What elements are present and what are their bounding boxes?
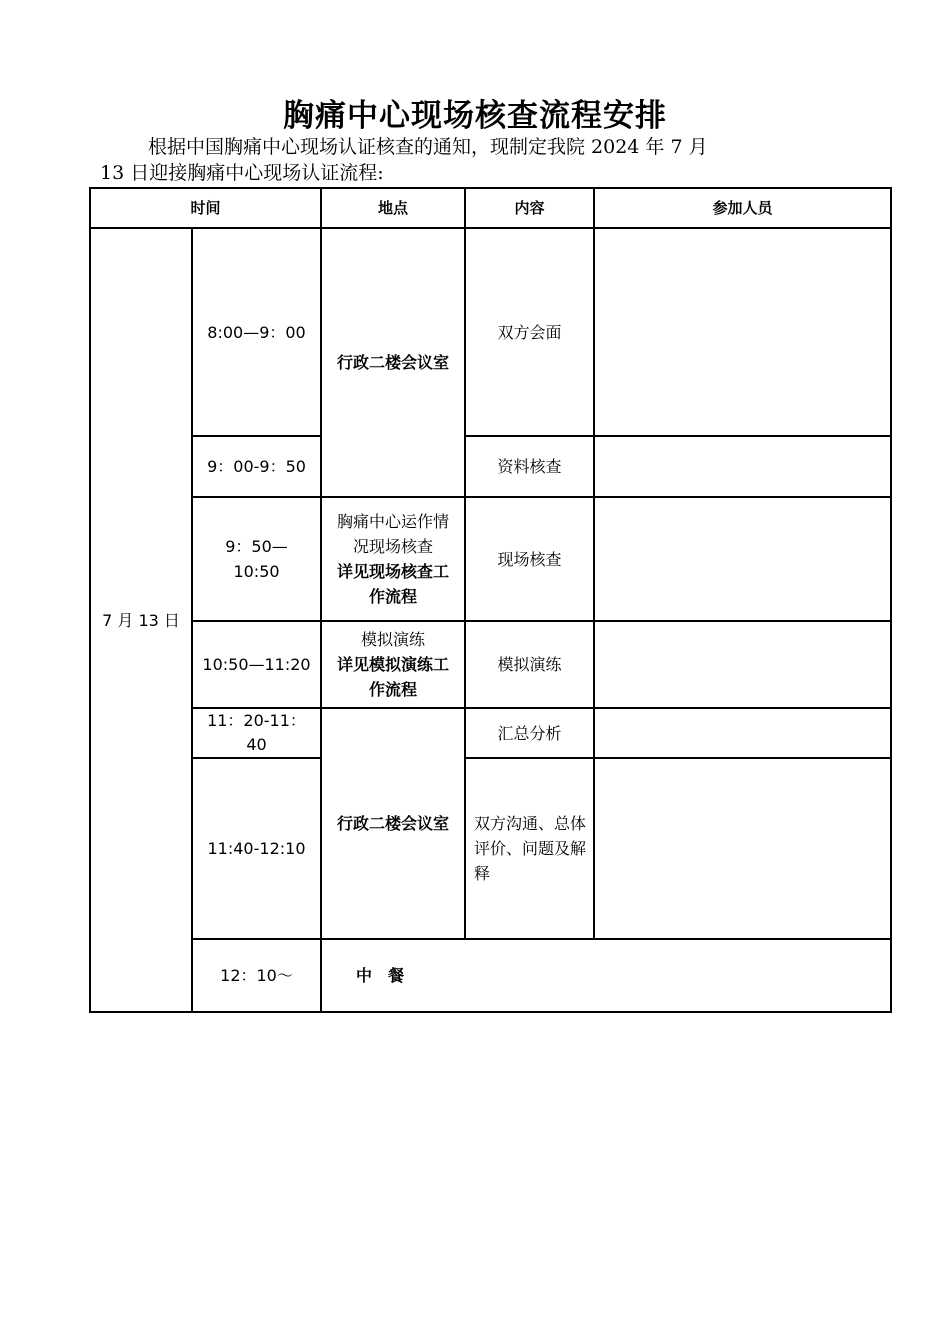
header-content: 内容 bbox=[465, 188, 594, 228]
content-cell: 汇总分析 bbox=[465, 708, 594, 758]
time-cell: 12：10～ bbox=[192, 939, 321, 1012]
location-cell: 行政二楼会议室 bbox=[321, 708, 465, 939]
time-text: 9：50—10:50 bbox=[225, 537, 288, 581]
content-cell: 现场核查 bbox=[465, 497, 594, 621]
participants-cell bbox=[594, 758, 891, 939]
time-cell: 10:50—11:20 bbox=[192, 621, 321, 708]
time-text: 11：20-11：40 bbox=[207, 711, 306, 754]
content-cell bbox=[465, 758, 594, 939]
intro-line-1: 根据中国胸痛中心现场认证核查的通知，现制定我院 2024 年 7 月 bbox=[148, 136, 708, 158]
content-text: 双方沟通、总体评价、问题及解释 bbox=[474, 814, 587, 883]
location-text: 模拟演练 bbox=[361, 630, 426, 649]
time-cell: 11:40-12:10 bbox=[192, 758, 321, 939]
location-cell bbox=[321, 621, 465, 708]
schedule-table bbox=[89, 187, 892, 1013]
page-title: 胸痛中心现场核查流程安排 bbox=[283, 98, 667, 134]
table-row bbox=[90, 939, 891, 1012]
table-row bbox=[90, 621, 891, 708]
participants-cell bbox=[594, 497, 891, 621]
content-cell: 模拟演练 bbox=[465, 621, 594, 708]
time-cell bbox=[192, 497, 321, 621]
table-row bbox=[90, 708, 891, 758]
header-participants: 参加人员 bbox=[594, 188, 891, 228]
location-cell bbox=[321, 497, 465, 621]
table-row bbox=[90, 436, 891, 497]
table-row bbox=[90, 758, 891, 939]
time-cell bbox=[192, 708, 321, 758]
lunch-cell bbox=[321, 939, 891, 1012]
location-text: 胸痛中心运作情况现场核查 bbox=[337, 512, 450, 556]
lunch-label: 中 餐 bbox=[356, 966, 405, 985]
table-header-row bbox=[90, 188, 891, 228]
location-detail-link: 详见模拟演练工作流程 bbox=[337, 655, 450, 699]
participants-cell bbox=[594, 621, 891, 708]
date-cell: 7 月 13 日 bbox=[90, 228, 192, 1012]
table-row bbox=[90, 497, 891, 621]
participants-cell bbox=[594, 708, 891, 758]
header-time: 时间 bbox=[90, 188, 321, 228]
content-cell: 资料核查 bbox=[465, 436, 594, 497]
header-location: 地点 bbox=[321, 188, 465, 228]
table-row bbox=[90, 228, 891, 436]
content-cell: 双方会面 bbox=[465, 228, 594, 436]
intro-paragraph bbox=[100, 134, 840, 186]
participants-cell bbox=[594, 436, 891, 497]
participants-cell bbox=[594, 228, 891, 436]
time-cell: 8:00—9：00 bbox=[192, 228, 321, 436]
time-cell: 9：00-9：50 bbox=[192, 436, 321, 497]
location-cell: 行政二楼会议室 bbox=[321, 228, 465, 497]
location-detail-link: 详见现场核查工作流程 bbox=[337, 562, 450, 606]
intro-line-2: 13 日迎接胸痛中心现场认证流程: bbox=[100, 162, 384, 184]
